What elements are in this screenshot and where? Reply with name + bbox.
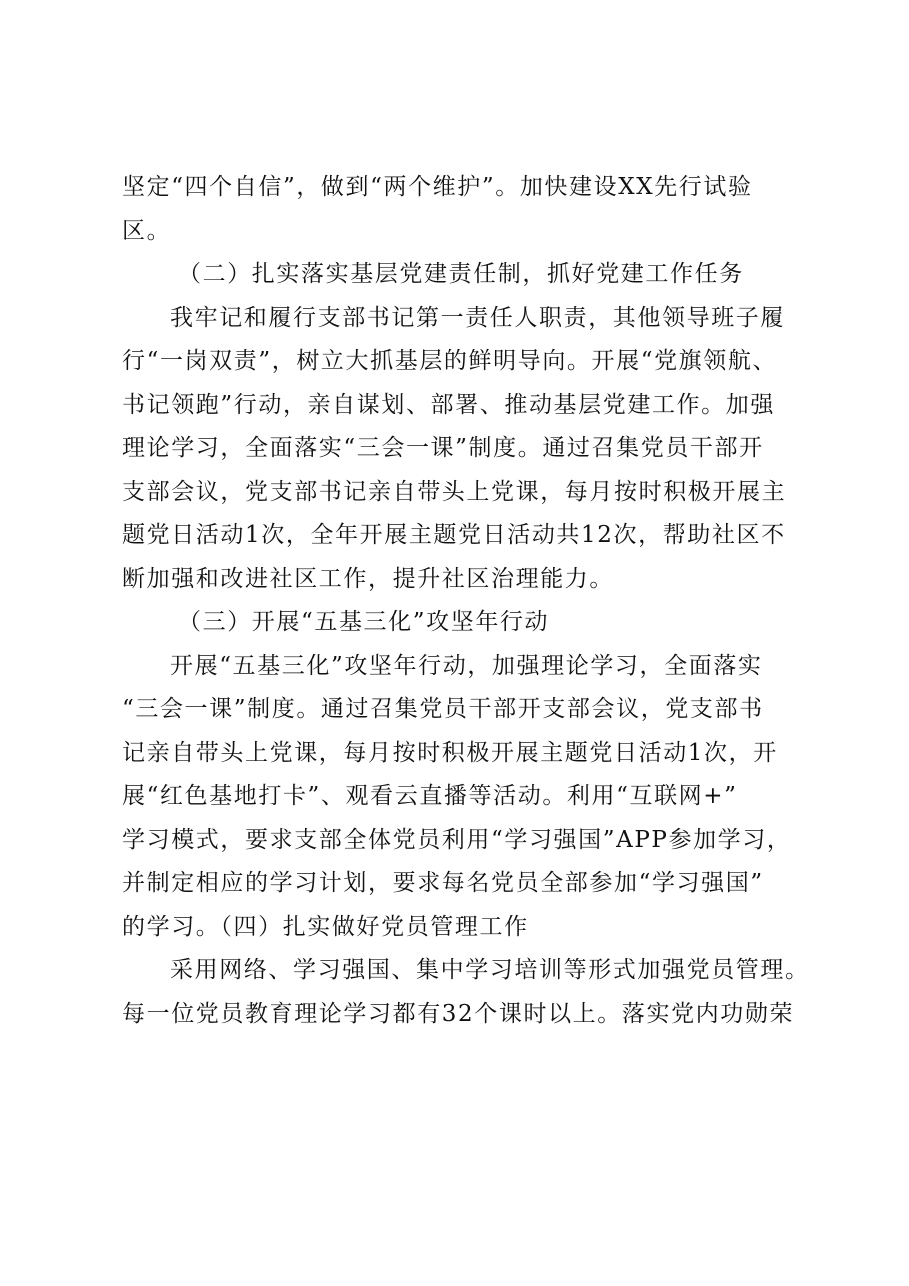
text-line: 行“一岗双责”，树立大抓基层的鲜明导向。开展“党旗领航、 bbox=[122, 348, 778, 374]
section-heading: （二）扎实落实基层党建责任制，抓好党建工作任务 bbox=[178, 261, 744, 287]
document-body bbox=[122, 166, 810, 1036]
text-line: 的学习。（四）扎实做好党员管理工作 bbox=[122, 913, 529, 940]
text-line: 每一位党员教育理论学习都有32个课时以上。落实党内功勋荣 bbox=[122, 1000, 795, 1027]
text-line: “三会一课”制度。通过召集党员干部开支部会议，党支部书 bbox=[122, 696, 764, 722]
text-line: 展“红色基地打卡”、观看云直播等活动。利用“互联网+” bbox=[122, 783, 738, 809]
text-line: 记亲自带头上党课，每月按时积极开展主题党日活动1次，开 bbox=[122, 739, 778, 766]
text-line: 学习模式，要求支部全体党员利用“学习强国”APP参加学习， bbox=[122, 826, 792, 853]
text-line: 我牢记和履行支部书记第一责任人职责，其他领导班子履 bbox=[170, 304, 785, 331]
text-line: 理论学习，全面落实“三会一课”制度。通过召集党员干部开 bbox=[122, 435, 764, 461]
text-line: 并制定相应的学习计划，要求每名党员全部参加“学习强国” bbox=[122, 870, 764, 896]
section-heading: （三）开展“五基三化”攻坚年行动 bbox=[178, 609, 550, 635]
text-line: 书记领跑”行动，亲自谋划、部署、推动基层党建工作。加强 bbox=[122, 391, 775, 418]
text-line: 区。 bbox=[122, 217, 172, 244]
text-line: 题党日活动1次，全年开展主题党日活动共12次，帮助社区不 bbox=[122, 522, 786, 548]
text-line: 开展“五基三化”攻坚年行动，加强理论学习，全面落实 bbox=[170, 652, 763, 679]
text-line: 支部会议，党支部书记亲自带头上党课，每月按时积极开展主 bbox=[122, 478, 787, 505]
text-line: 采用网络、学习强国、集中学习培训等形式加强党员管理。 bbox=[170, 957, 810, 983]
text-line: 断加强和改进社区工作，提升社区治理能力。 bbox=[122, 565, 614, 592]
text-line: 坚定“四个自信”，做到“两个维护”。加快建设XX先行试验 bbox=[122, 174, 753, 200]
